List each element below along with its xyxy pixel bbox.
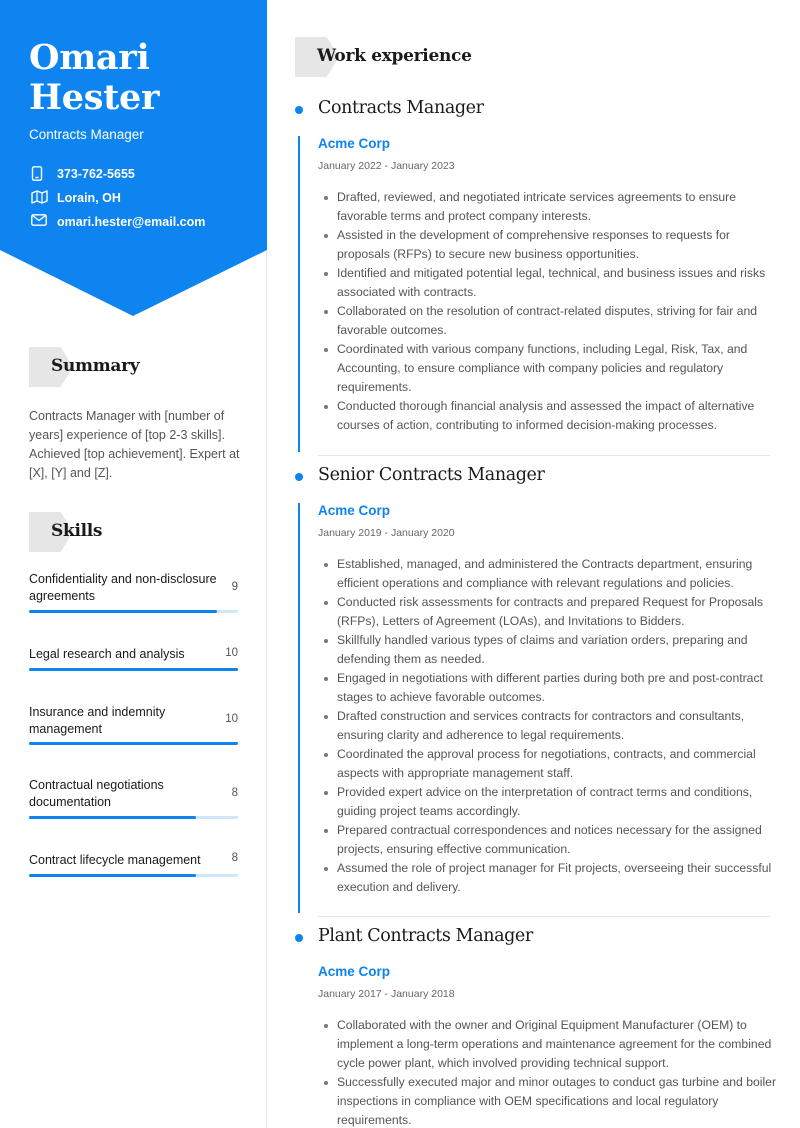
- list-item: Collaborated on the resolution of contract-related disputes, striving for fair and favorable outcomes.: [337, 302, 777, 340]
- summary-heading: [29, 347, 249, 387]
- location-text: Lorain, OH: [57, 191, 121, 205]
- company-name: Acme Corp: [318, 136, 391, 151]
- map-icon: [31, 190, 49, 206]
- main-content: [267, 0, 800, 1128]
- skill-bar: [29, 742, 238, 745]
- phone-icon: [31, 166, 49, 182]
- skill-bar-fill: [29, 874, 196, 877]
- skill-bar: [29, 610, 238, 613]
- skill-level: 8: [231, 852, 238, 864]
- skill-name: Contract lifecycle management: [29, 853, 201, 867]
- skill-name: Confidentiality and non-disclosure agreements: [29, 572, 217, 603]
- list-item: Engaged in negotiations with different parties during both pre and post-contract stages to achieve favorable outcomes.: [337, 669, 777, 707]
- timeline-dot: [295, 106, 303, 114]
- list-item: Conducted thorough financial analysis and assessed the impact of alternative courses of action, contributing to informed decision-making processes.: [337, 397, 777, 435]
- company-name: Acme Corp: [318, 503, 391, 518]
- skill-item: [29, 704, 238, 738]
- skill-item: [29, 646, 238, 663]
- job-title: Contracts Manager: [318, 98, 484, 118]
- skill-item: [29, 571, 238, 605]
- skill-bar-fill: [29, 668, 238, 671]
- skill-name: Insurance and indemnity management: [29, 705, 166, 736]
- name-last: Hester: [29, 77, 160, 118]
- mail-icon: [31, 214, 49, 230]
- skill-level: 8: [231, 787, 238, 799]
- job-dates: January 2019 - January 2020: [318, 527, 455, 539]
- email-text: omari.hester@email.com: [57, 215, 206, 229]
- company-name: Acme Corp: [318, 964, 391, 979]
- contact-email[interactable]: [31, 214, 205, 230]
- job-dates: January 2022 - January 2023: [318, 160, 455, 172]
- list-item: Drafted construction and services contracts for contractors and consultants, ensuring clarity and adherence to legal requirements.: [337, 707, 777, 745]
- list-item: Drafted, reviewed, and negotiated intricate services agreements to ensure favorable terms and protect company interests.: [337, 188, 777, 226]
- list-item: Assisted in the development of comprehensive responses to requests for proposals (RFPs) to secure new business opportunities.: [337, 226, 777, 264]
- skill-bar-fill: [29, 816, 196, 819]
- skill-level: 10: [225, 713, 238, 725]
- timeline-dot: [295, 473, 303, 481]
- work-experience-heading: [295, 37, 595, 77]
- list-item: Skillfully handled various types of claims and variation orders, preparing and defending them as needed.: [337, 631, 777, 669]
- contact-location: [31, 190, 121, 206]
- skills-heading: [29, 512, 249, 552]
- skill-level: 9: [231, 581, 238, 593]
- list-item: Collaborated with the owner and Original Equipment Manufacturer (OEM) to implement a long-term operations and maintenance agreement for the combined cycle power plant, which involved providing technical support.: [337, 1016, 777, 1073]
- skill-level: 10: [225, 647, 238, 659]
- list-item: Conducted risk assessments for contracts and prepared Request for Proposals (RFPs), Letters of Agreement (LOAs), and Invitations to Bidders.: [337, 593, 777, 631]
- skill-bar: [29, 668, 238, 671]
- skill-bar-fill: [29, 742, 238, 745]
- list-item: Coordinated with various company functions, including Legal, Risk, Tax, and Accounting, to ensure compliance with company policies and regulatory requirements.: [337, 340, 777, 397]
- skill-item: [29, 852, 238, 869]
- list-item: Provided expert advice on the interpretation of contract terms and conditions, guiding project teams accordingly.: [337, 783, 777, 821]
- divider: [318, 916, 770, 917]
- job-title: Senior Contracts Manager: [318, 465, 545, 485]
- skill-bar: [29, 874, 238, 877]
- list-item: Successfully executed major and minor outages to conduct gas turbine and boiler inspections in compliance with OEM specifications and local regulatory requirements.: [337, 1073, 777, 1128]
- name-first: Omari: [29, 37, 150, 78]
- profile-header: [0, 0, 267, 316]
- phone-text: 373-762-5655: [57, 167, 135, 181]
- timeline-line: [298, 503, 300, 913]
- skill-item: [29, 777, 238, 811]
- summary-text: Contracts Manager with [number of years] experience of [top 2-3 skills]. Achieved [top achievement]. Expert at [X], [Y] and [Z].: [29, 409, 240, 480]
- job-bullets: [337, 188, 777, 435]
- skill-name: Legal research and analysis: [29, 647, 185, 661]
- job-title: Plant Contracts Manager: [318, 926, 533, 946]
- timeline-dot: [295, 934, 303, 942]
- list-item: Coordinated the approval process for negotiations, contracts, and commercial aspects with appropriate management staff.: [337, 745, 777, 783]
- skill-bar-fill: [29, 610, 217, 613]
- job-bullets: [337, 555, 777, 897]
- skills-title: Skills: [51, 521, 103, 541]
- timeline-line: [298, 136, 300, 452]
- contact-phone[interactable]: [31, 166, 135, 182]
- list-item: Established, managed, and administered the Contracts department, ensuring efficient operations and compliance with relevant regulations and policies.: [337, 555, 777, 593]
- summary-title: Summary: [51, 356, 140, 376]
- job-bullets: [337, 1016, 777, 1128]
- divider: [318, 455, 770, 456]
- skill-bar: [29, 816, 238, 819]
- candidate-name: [29, 38, 259, 118]
- sidebar: [0, 0, 267, 1128]
- list-item: Identified and mitigated potential legal, technical, and business issues and risks associated with contracts.: [337, 264, 777, 302]
- work-experience-title: Work experience: [317, 46, 472, 66]
- job-title: Contracts Manager: [29, 127, 144, 142]
- list-item: Assumed the role of project manager for Fit projects, overseeing their successful execution and delivery.: [337, 859, 777, 897]
- skill-name: Contractual negotiations documentation: [29, 778, 164, 809]
- list-item: Prepared contractual correspondences and notices necessary for the assigned projects, ensuring effective communication.: [337, 821, 777, 859]
- job-dates: January 2017 - January 2018: [318, 988, 455, 1000]
